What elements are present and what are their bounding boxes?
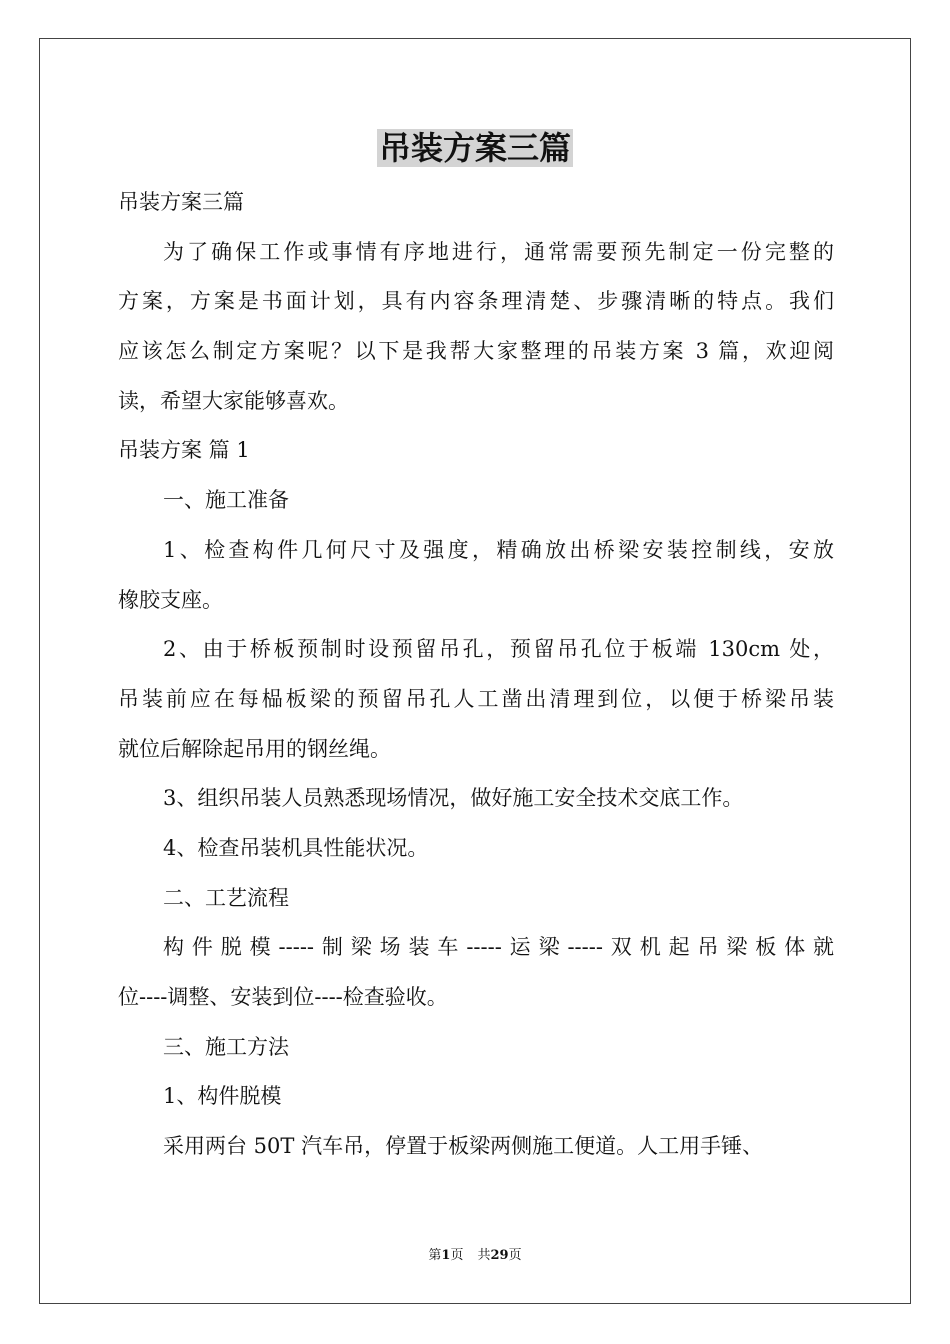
paragraph-line: 3、组织吊装人员熟悉现场情况，做好施工安全技术交底工作。 xyxy=(163,786,744,811)
paragraph-line: 4、检查吊装机具性能状况。 xyxy=(163,835,429,860)
page-footer xyxy=(0,1247,950,1265)
footer-total-suffix: 页 xyxy=(508,1248,522,1263)
item-heading: 1、构件脱模 xyxy=(163,1084,282,1109)
paragraph-line: 应该怎么制定方案呢？以下是我帮大家整理的吊装方案 3 篇，欢迎阅 xyxy=(118,339,834,364)
paragraph-line: 1、检查构件几何尺寸及强度，精确放出桥梁安装控制线，安放 xyxy=(163,537,834,562)
total-pages: 29 xyxy=(490,1248,509,1263)
paragraph-line: 读，希望大家能够喜欢。 xyxy=(118,388,349,413)
subsection-heading: 三、施工方法 xyxy=(163,1034,289,1059)
footer-total-prefix: 共 xyxy=(477,1248,491,1263)
current-page-number: 1 xyxy=(441,1248,451,1263)
document-body xyxy=(118,178,834,1172)
footer-prefix: 第 xyxy=(428,1248,442,1263)
section-heading: 吊装方案三篇 xyxy=(118,190,244,214)
paragraph-line: 位----调整、安装到位----检查验收。 xyxy=(118,985,448,1009)
paragraph-line: 构件脱模-----制梁场装车-----运梁-----双机起吊梁板体就 xyxy=(163,935,834,960)
paragraph-line: 就位后解除起吊用的钢丝绳。 xyxy=(118,736,391,761)
subsection-heading: 一、施工准备 xyxy=(163,488,289,513)
paragraph-line: 方案，方案是书面计划，具有内容条理清楚、步骤清晰的特点。我们 xyxy=(118,289,834,314)
paragraph-line: 橡胶支座。 xyxy=(118,587,223,612)
paragraph-line: 为了确保工作或事情有序地进行，通常需要预先制定一份完整的 xyxy=(163,239,834,264)
document-title: 吊装方案三篇 xyxy=(378,129,571,167)
section-heading: 吊装方案 篇 1 xyxy=(118,438,250,463)
footer-page-suffix: 页 xyxy=(450,1248,464,1263)
paragraph-line: 吊装前应在每榀板梁的预留吊孔人工凿出清理到位，以便于桥梁吊装 xyxy=(118,686,834,711)
paragraph-line: 采用两台 50T 汽车吊，停置于板梁两侧施工便道。人工用手锤、 xyxy=(163,1134,764,1159)
paragraph-line: 2、由于桥板预制时设预留吊孔，预留吊孔位于板端 130cm 处， xyxy=(163,637,834,662)
subsection-heading: 二、工艺流程 xyxy=(163,885,289,910)
